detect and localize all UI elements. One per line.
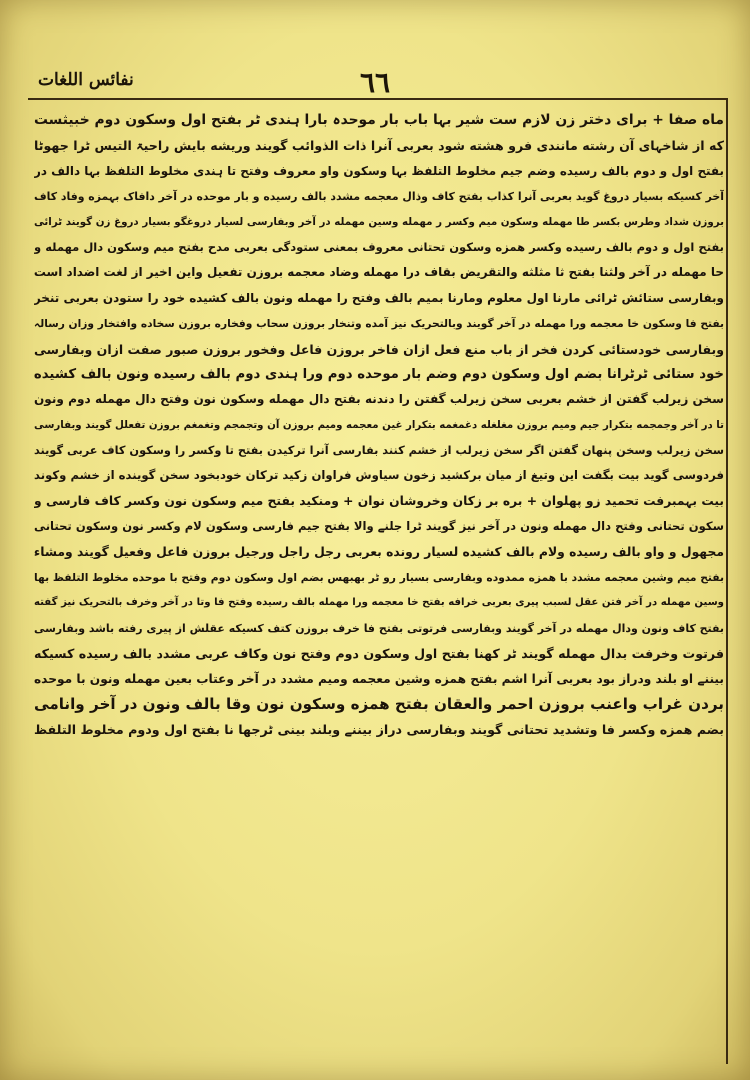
text-line: بفتح اول و دوم بالف رسیده وکسر همزه وسکون تحتانی معروف بمعنی ستودگی بعربی مدح بفتح میم وسکون دال مهمله و [34, 239, 724, 254]
text-line: بروزن شداد وطرس بکسر طا مهمله وسکون میم وکسر ر مهمله وسین مهمله در آخر وبفارسی لسیار دروغگو بسیار دروغ زن گویند ٹرائی [34, 215, 724, 228]
text-line: تا در آخر وجمجمه بتکرار جیم ومیم بروزن مغلغله دغمغمه بتکرار غین معجمه ومیم بروزن آن وتجمجم وتغمغم بروزن تفعلل گویند وبفارسی [34, 419, 724, 431]
text-line: آخر کسیکه بسیار دروغ گوید بعربی آنرا کذاب بفتح کاف وذال معجمه مشدد بالف رسیده و بار موحده در آخر دافاک بہمزه وفاد کاف [34, 190, 724, 204]
text-line: که از شاخہای آن رشته مانندی فرو هشته شود بعربی آنرا ذات الذوائب گویند وریشه بایش راحیۃ التیس ٹرا جھوٹا [34, 138, 724, 154]
page-number: ٦٦ [359, 66, 391, 99]
text-line: سکون تحتانی وفتح دال مهمله ونون در آخر نیز گویند ٹرا جلنے والا بفتح جیم فارسی وسکون لام وکسر نون وسکون تحتانی [34, 519, 724, 534]
page-header [30, 62, 720, 102]
text-line: سخن زیرلب وسخن پنهان گفتن اگر سخن زیرلب از خشم کنند بفارسی آنرا ترکیدن بفتح تا وکسر را وسکون کاف عربی گویند [34, 443, 724, 458]
text-line: بفتح فا وسکون خا معجمه ورا مهمله در آخر گویند وبالتحریک نیز آمده وتنخار بروزن سحاب وفخاره بروزن سخاده وافتخار وزان رسالہ [34, 317, 724, 331]
text-line: بیت بہمبرفت تحمید زو پهلوان + بره بر زکان وخروشان نوان + ومنکید بفتح میم وسکون نون وکسر کاف فارسی و [34, 493, 724, 508]
text-line: بیننے او بلند ودراز بود بعربی آنرا اشم بفتح همزه وشین معجمه ومیم مشدد در آخر وعتاب بعین مهمله ونون با موحده [34, 671, 724, 686]
text-line: بردن غراب واعنب بروزن احمر والعقان بفتح همزه وسکون نون وقا بالف ونون در آخر وانامی [34, 694, 724, 713]
text-line: حا مهمله در آخر ولثنا بفتح ثا مثلثه والتقریض بقاف درا مهمله وضاد معجمه بروزن تفعیل واین اخیر از لغت اضداد است [34, 265, 724, 280]
text-line: خود ستائی ٹرٹرانا بضم اول وسکون دوم وضم بار موحده دوم ورا ہندی دوم بالف رسیده ونون بالف کشیده [34, 366, 724, 382]
text-line: وسین مهمله در آخر فتن عقل لسبب پیری بعربی خرافه بفتح خا معجمه ورا مهمله بالف رسیده وفتح فا وتا در آخر وخرف بالتحریک نیز گفته [34, 597, 724, 609]
text-line: ماه صفا + برای دختر زن لازم ست شیر بہا باب بار موحدہ بارا ہندی ٹر بفتح اول وسکون دوم خبیثست [34, 112, 724, 128]
running-title: نفائس اللغات [38, 70, 134, 90]
text-line: وبفارسی ستائش ٹرائی مارنا اول معلوم ومارنا بمیم بالف وفتح را مهمله ونون بالف کشیده خود را ستودن بعربی تنخر [34, 290, 724, 305]
text-line: بفتح کاف ونون ودال مهمله در آخر گویند وبفارسی فرتوتی بفتح فا خرف بروزن کتف کسیکه عقلش از پیری رفته باشد وبفارسی [34, 621, 724, 635]
text-line: بضم همزه وکسر فا وتشدید تحتانی گویند وبفارسی دراز بیننے وبلند بینی ٹرجھا نا بفتح اول ودوم مخلوط التلفظ [34, 722, 724, 738]
text-line: مجهول و واو بالف رسیده ولام بالف کشیده لسیار رونده بعربی رجل راجل ورجیل بروزن فاعل وفعیل گویند ومشاء [34, 544, 724, 559]
text-line: فرتوت وخرفت بدال مهمله گویند ٹر کھنا بفتح اول وسکون دوم وفتح نون وکاف عربی مشدد بالف رسیده کسیکه [34, 646, 724, 662]
text-line: بفتح میم وشین معجمه مشدد با همزه ممدوده وبفارسی بسیار رو ٹر بھبھس بضم اول وسکون دوم وفتح با موحده مخلوط التلفظ بها [34, 571, 724, 585]
text-line: سخن زیرلب گفتن از خشم بعربی سخن زیرلب گفتن را دندنه بفتح دال مهمله وسکون نون وفتح دال مهمله دوم ونون [34, 392, 724, 407]
text-line: بفتح اول و دوم بالف رسیده وضم جیم مخلوط التلفظ بہا وسکون واو معروف وفتح تا ہندی مخلوط التلفظ بہا دالف در [34, 163, 724, 178]
text-line: وبفارسی خودستائی کردن فخر از باب منع فعل ازان فاخر بروزن فاعل وفخور بروزن صبور صفت ازان وبفارسی [34, 341, 724, 357]
text-line: فردوسی گوید بیت بگفت این وتیغ از میان برکشید زخون سیاوش فراوان زکید ترکان خودبخود سخن گوینده از خشم وکوند [34, 468, 724, 483]
body-text [34, 108, 724, 743]
